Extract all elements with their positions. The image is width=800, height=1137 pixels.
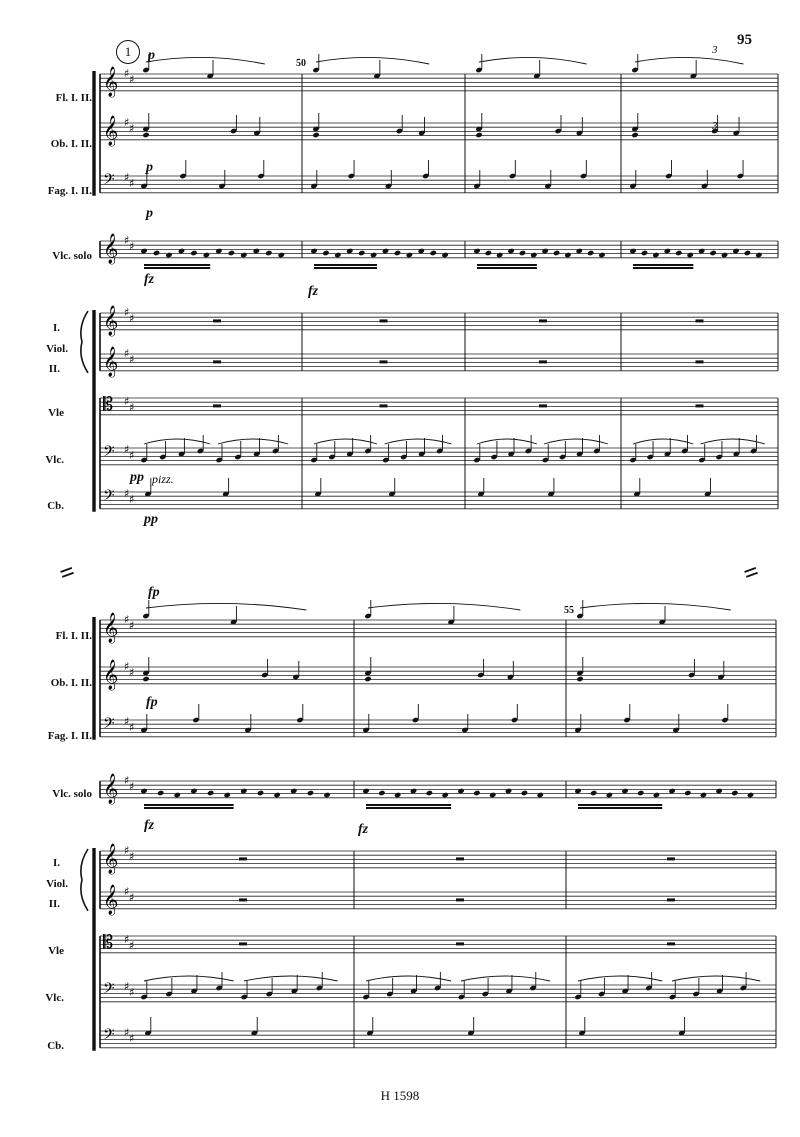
whole-rest — [667, 942, 675, 945]
system-2-viol1-keysig: ♯ — [124, 844, 130, 857]
system-1-vle-clef: 𝄡 — [103, 394, 114, 415]
system-2-vlc-solo-keysig: ♯ — [129, 780, 135, 793]
solo-note — [323, 792, 330, 798]
system-1-fag-clef: 𝄢 — [103, 171, 115, 192]
solo-note — [590, 790, 597, 796]
system-1-viol1-clef: 𝄞 — [103, 306, 119, 336]
slur — [218, 439, 288, 444]
dynamic-solo-fz-5: fz — [144, 818, 155, 833]
solo-note — [334, 252, 341, 258]
slur — [368, 603, 520, 610]
solo-note — [278, 252, 285, 258]
solo-note — [406, 252, 413, 258]
solo-note — [273, 792, 280, 798]
whole-rest — [213, 319, 221, 322]
solo-note — [709, 250, 716, 256]
system-separator-right: = — [739, 556, 764, 589]
system-2-fl-keysig: ♯ — [124, 613, 130, 626]
system-1-fag-keysig: ♯ — [129, 177, 135, 190]
whole-rest — [380, 319, 388, 322]
system-2-cb-keysig: ♯ — [129, 1032, 135, 1045]
measure-number-55: 55 — [564, 605, 574, 616]
system-2-violin-brace — [81, 849, 88, 911]
whole-rest — [456, 857, 464, 860]
page-number: 95 — [737, 32, 752, 48]
system-2-fl-clef: 𝄞 — [103, 613, 119, 643]
dynamic-cello-pp: pp — [130, 470, 144, 485]
system-2-ob-keysig: ♯ — [124, 660, 130, 673]
system-2-viol2-clef: 𝄞 — [103, 885, 119, 915]
label-violas: Vle — [48, 407, 64, 419]
label-cello-solo: Vlc. solo — [52, 250, 92, 262]
oboe-note — [142, 676, 149, 682]
solo-note — [700, 792, 707, 798]
whole-rest — [667, 857, 675, 860]
system-2-cb-keysig: ♯ — [124, 1026, 130, 1039]
solo-note — [157, 790, 164, 796]
solo-note — [174, 792, 181, 798]
system-1-vlc-keysig: ♯ — [129, 449, 135, 462]
solo-note — [165, 252, 172, 258]
label-oboes-2: Ob. I. II. — [50, 677, 92, 689]
solo-note — [240, 252, 247, 258]
label-flutes-2: Fl. I. II. — [55, 630, 92, 642]
solo-note — [370, 252, 377, 258]
system-1-vle-keysig: ♯ — [124, 395, 130, 408]
whole-rest — [539, 404, 547, 407]
whole-rest — [213, 360, 221, 363]
oboe-note — [475, 132, 482, 138]
footer-catalog-number: H 1598 — [380, 1088, 420, 1103]
solo-note — [684, 790, 691, 796]
whole-rest — [456, 942, 464, 945]
label-violin-group-2: Viol. — [46, 878, 68, 890]
slur — [635, 57, 743, 64]
system-2-vlc-clef: 𝄢 — [103, 980, 115, 1001]
slur — [633, 439, 693, 444]
system-2-fag-keysig: ♯ — [129, 721, 135, 734]
system-2-fag-clef: 𝄢 — [103, 715, 115, 736]
label-bassoons: Fag. I. II. — [47, 185, 92, 197]
dynamic-oboe-p: p — [146, 160, 153, 175]
solo-note — [442, 792, 449, 798]
system-1-viol2-clef: 𝄞 — [103, 347, 119, 377]
system-1-fag-keysig: ♯ — [124, 171, 130, 184]
system-2-viol2-keysig: ♯ — [124, 885, 130, 898]
system-1-cb-clef: 𝄢 — [103, 487, 115, 508]
oboe-note — [312, 132, 319, 138]
solo-note — [307, 790, 314, 796]
system-1-vlc-clef: 𝄢 — [103, 443, 115, 464]
solo-note — [721, 252, 728, 258]
system-2-vle-keysig: ♯ — [129, 939, 135, 952]
dynamic-oboe-fp: fp — [146, 695, 158, 710]
solo-note — [265, 250, 272, 256]
system-1-vlc-solo-keysig: ♯ — [124, 234, 130, 247]
solo-note — [394, 250, 401, 256]
oboe-note — [576, 676, 583, 682]
solo-note — [530, 252, 537, 258]
whole-rest — [239, 898, 247, 901]
whole-rest — [239, 857, 247, 860]
slur — [385, 439, 452, 444]
system-2-ob-keysig: ♯ — [129, 666, 135, 679]
system-1-violin-brace — [81, 311, 88, 373]
label-basses: Cb. — [47, 500, 64, 512]
label-cello-solo-2: Vlc. solo — [52, 788, 92, 800]
system-2-cb-clef: 𝄢 — [103, 1026, 115, 1047]
slur — [672, 976, 760, 981]
system-1-vlc-solo-clef: 𝄞 — [103, 234, 119, 264]
solo-note — [747, 792, 754, 798]
solo-note — [653, 792, 660, 798]
dynamic-solo-fz-2: fz — [308, 284, 319, 299]
system-1-cb-keysig: ♯ — [124, 487, 130, 500]
solo-note — [641, 250, 648, 256]
solo-note — [190, 250, 197, 256]
system-1-fl-clef: 𝄞 — [103, 67, 119, 97]
whole-rest — [696, 404, 704, 407]
oboe-note — [631, 132, 638, 138]
whole-rest — [213, 404, 221, 407]
dynamic-bass-pp: pp — [144, 512, 158, 527]
solo-note — [652, 252, 659, 258]
slur — [461, 976, 550, 981]
label-cellos: Vlc. — [45, 454, 64, 466]
label-violin-1-2: I. — [52, 857, 60, 869]
solo-note — [598, 252, 605, 258]
system-2-ob-clef: 𝄞 — [103, 660, 119, 690]
label-oboes: Ob. I. II. — [50, 138, 92, 150]
label-violin-2: II. — [48, 363, 60, 375]
system-2-vle-clef: 𝄡 — [103, 932, 114, 953]
pizzicato-marking: pizz. — [152, 472, 174, 486]
slur — [144, 439, 210, 444]
label-basses-2: Cb. — [47, 1040, 64, 1052]
solo-note — [257, 790, 264, 796]
label-bassoons-2: Fag. I. II. — [47, 730, 92, 742]
dynamic-flute-fp: fp — [148, 585, 160, 600]
system-1-ob-keysig: ♯ — [129, 122, 135, 135]
label-cellos-2: Vlc. — [45, 992, 64, 1004]
slur — [477, 439, 537, 444]
slur — [146, 57, 265, 64]
whole-rest — [380, 360, 388, 363]
label-violin-2-2: II. — [48, 898, 60, 910]
solo-note — [430, 250, 437, 256]
solo-note — [519, 250, 526, 256]
system-1-viol1-keysig: ♯ — [124, 306, 130, 319]
system-2-vlc-solo-clef: 𝄞 — [103, 774, 119, 804]
solo-note — [203, 252, 210, 258]
solo-note — [473, 790, 480, 796]
solo-note — [587, 250, 594, 256]
system-1-vle-keysig: ♯ — [129, 401, 135, 414]
system-2-viol1-clef: 𝄞 — [103, 844, 119, 874]
slur — [479, 57, 587, 64]
whole-rest — [456, 898, 464, 901]
measure-number-50: 50 — [296, 58, 306, 69]
system-separator-left: = — [55, 556, 80, 589]
slur — [244, 976, 338, 981]
label-violin-group: Viol. — [46, 343, 68, 355]
solo-note — [489, 792, 496, 798]
solo-note — [228, 250, 235, 256]
system-1-viol2-keysig: ♯ — [124, 347, 130, 360]
system-2-vlc-keysig: ♯ — [124, 980, 130, 993]
system-2-vle-keysig: ♯ — [124, 933, 130, 946]
whole-rest — [696, 360, 704, 363]
system-1-viol2-keysig: ♯ — [129, 353, 135, 366]
slur — [314, 439, 377, 444]
solo-note — [496, 252, 503, 258]
slur — [316, 57, 429, 64]
slur — [146, 603, 306, 610]
slur — [580, 603, 731, 610]
solo-note — [521, 790, 528, 796]
system-2-viol1-keysig: ♯ — [129, 850, 135, 863]
system-1-ob-keysig: ♯ — [124, 116, 130, 129]
tuplet-marker-ob: 3 — [712, 120, 718, 132]
system-1-cb-keysig: ♯ — [129, 493, 135, 506]
solo-note — [687, 252, 694, 258]
solo-note — [744, 250, 751, 256]
solo-note — [485, 250, 492, 256]
label-flutes: Fl. I. II. — [55, 92, 92, 104]
slur — [701, 439, 765, 444]
system-1-fl-keysig: ♯ — [124, 67, 130, 80]
tuplet-marker-fl: 3 — [712, 44, 718, 56]
solo-note — [153, 250, 160, 256]
dynamic-solo-fz-1: fz — [144, 272, 155, 287]
slur — [544, 439, 608, 444]
label-violas-2: Vle — [48, 945, 64, 957]
solo-note — [675, 250, 682, 256]
label-violin-1: I. — [52, 322, 60, 334]
slur — [578, 976, 662, 981]
solo-note — [358, 250, 365, 256]
solo-note — [394, 792, 401, 798]
whole-rest — [696, 319, 704, 322]
system-1-ob-clef: 𝄞 — [103, 116, 119, 146]
dynamic-flute-p: p — [148, 48, 155, 63]
solo-note — [378, 790, 385, 796]
system-1-vlc-solo-keysig: ♯ — [129, 240, 135, 253]
dynamic-solo-fz-6: fz — [358, 822, 369, 837]
system-2-viol2-keysig: ♯ — [129, 891, 135, 904]
dynamic-bassoon-p: p — [146, 206, 153, 221]
whole-rest — [380, 404, 388, 407]
whole-rest — [667, 898, 675, 901]
solo-note — [564, 252, 571, 258]
system-1-viol1-keysig: ♯ — [129, 312, 135, 325]
oboe-note — [364, 676, 371, 682]
solo-note — [207, 790, 214, 796]
whole-rest — [539, 319, 547, 322]
slur — [144, 976, 234, 981]
system-2-fl-keysig: ♯ — [129, 619, 135, 632]
system-2-fag-keysig: ♯ — [124, 715, 130, 728]
solo-note — [606, 792, 613, 798]
whole-rest — [539, 360, 547, 363]
solo-note — [322, 250, 329, 256]
slur — [366, 976, 451, 981]
solo-note — [224, 792, 231, 798]
system-2-vlc-keysig: ♯ — [129, 986, 135, 999]
system-2-vlc-solo-keysig: ♯ — [124, 774, 130, 787]
solo-note — [537, 792, 544, 798]
solo-note — [441, 252, 448, 258]
oboe-note — [142, 132, 149, 138]
solo-note — [731, 790, 738, 796]
system-1-fl-keysig: ♯ — [129, 73, 135, 86]
solo-note — [553, 250, 560, 256]
solo-note — [755, 252, 762, 258]
whole-rest — [239, 942, 247, 945]
system-1-vlc-keysig: ♯ — [124, 443, 130, 456]
rehearsal-mark: 1 — [116, 40, 140, 64]
solo-note — [637, 790, 644, 796]
solo-note — [426, 790, 433, 796]
